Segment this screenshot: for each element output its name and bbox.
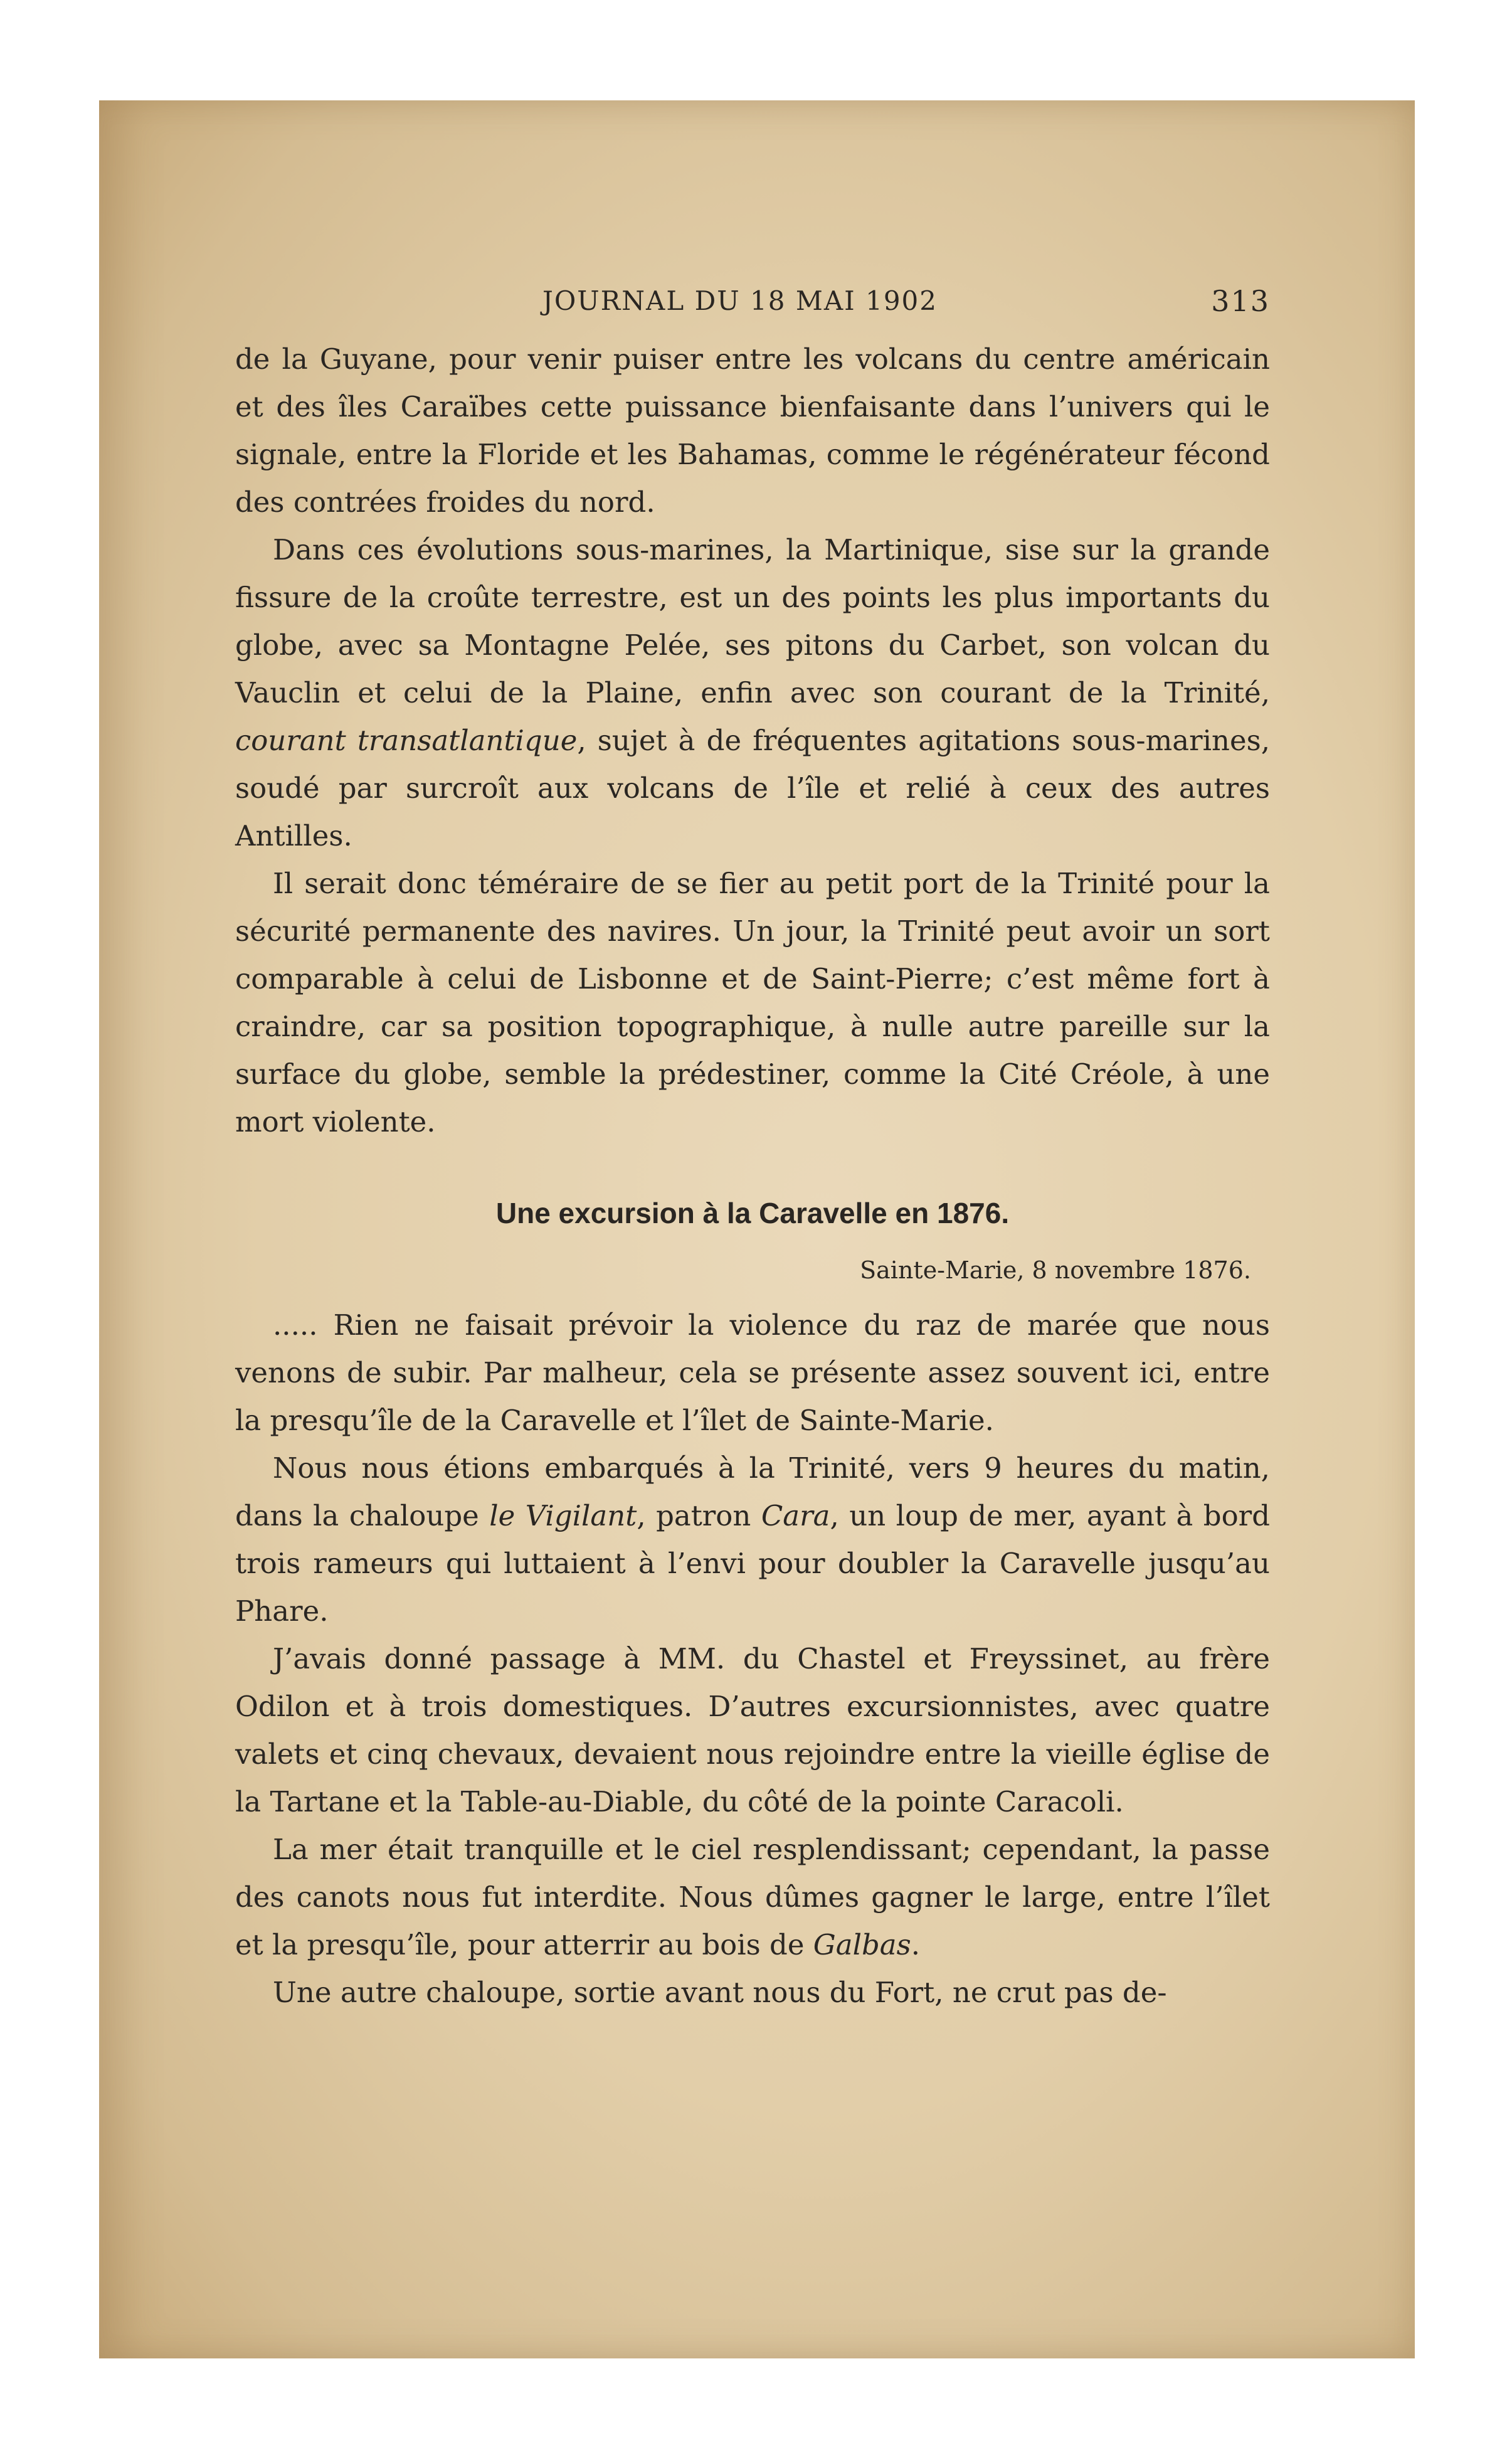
- page-text: [235, 279, 1270, 2017]
- paragraph: [235, 1635, 1270, 1826]
- running-head: [235, 279, 1270, 336]
- text-run: Il serait donc téméraire de se fier au petit port de la Trinité pour la sécurité permanente des navires. Un jour, la Trinité peut avoir un sort comparable à celui de Lisbonne et de Saint-Pierre; c’est même fort à craindre, car sa position topographique, à nulle autre pareille sur la surface du globe, semble la prédestiner, comme la Cité Créole, à une mort violente.: [235, 867, 1270, 1138]
- text-run-italic: le Vigilant: [489, 1499, 637, 1532]
- text-run: Nous nous étions embarqués à la Trinité, vers 9 heures du matin, dans la chaloupe: [235, 1451, 1270, 1532]
- paragraph: [235, 860, 1270, 1146]
- paragraph: [235, 1302, 1270, 1445]
- paragraph: [235, 336, 1270, 526]
- body-text-letter: [235, 1302, 1270, 2017]
- text-run: , sujet à de fréquentes agitations sous-marines, soudé par surcroît aux volcans de l’île et relié à ceux des autres Antilles.: [235, 724, 1270, 852]
- text-run: de la Guyane, pour venir puiser entre les volcans du centre américain et des îles Caraïbes cette puissance bienfaisante dans l’univers qui le signale, entre la Floride et les Bahamas, comme le régénérateur fécond des contrées froides du nord.: [235, 342, 1270, 519]
- running-title: JOURNAL DU 18 MAI 1902: [542, 285, 938, 316]
- paragraph: [235, 1826, 1270, 1969]
- text-run-italic: courant transatlantique: [235, 724, 578, 757]
- text-run: La mer était tranquille et le ciel resplendissant; cependant, la passe des canots nous fut interdite. Nous dûmes gagner le large, entre l’îlet et la presqu’île, pour atterrir au bois de: [235, 1833, 1270, 1961]
- text-run-italic: Galbas: [813, 1928, 911, 1961]
- page-number: 313: [1211, 284, 1270, 318]
- text-run: Dans ces évolutions sous-marines, la Martinique, sise sur la grande fissure de la croûte terrestre, est un des points les plus importants du globe, avec sa Montagne Pelée, ses pitons du Carbet, son volcan du Vauclin et celui de la Plaine, enfin avec son courant de la Trinité,: [235, 533, 1270, 709]
- paragraph: [235, 1445, 1270, 1635]
- paragraph: [235, 1969, 1270, 2017]
- body-text-top: [235, 336, 1270, 1146]
- text-run: , patron: [637, 1499, 761, 1532]
- text-run: J’avais donné passage à MM. du Chastel et Freyssinet, au frère Odilon et à trois domestiques. D’autres excursionnistes, avec quatre valets et cinq chevaux, devaient nous rejoindre entre la vieille église de la Tartane et la Table-au-Diable, du côté de la pointe Caracoli.: [235, 1642, 1270, 1818]
- text-run: .: [911, 1928, 921, 1961]
- text-run-italic: Cara: [761, 1499, 830, 1532]
- paragraph: [235, 526, 1270, 860]
- section-heading: Une excursion à la Caravelle en 1876.: [495, 1197, 1010, 1229]
- text-run: Une autre chaloupe, sortie avant nous du Fort, ne crut pas de-: [273, 1976, 1167, 2009]
- dateline: Sainte-Marie, 8 novembre 1876.: [860, 1256, 1251, 1284]
- text-run: , un loup de mer, ayant à bord trois rameurs qui luttaient à l’envi pour doubler la Caravelle jusqu’au Phare.: [235, 1499, 1270, 1628]
- text-run: ..... Rien ne faisait prévoir la violence du raz de marée que nous venons de subir. Par malheur, cela se présente assez souvent ici, entre la presqu’île de la Caravelle et l’îlet de Sainte-Marie.: [235, 1308, 1270, 1437]
